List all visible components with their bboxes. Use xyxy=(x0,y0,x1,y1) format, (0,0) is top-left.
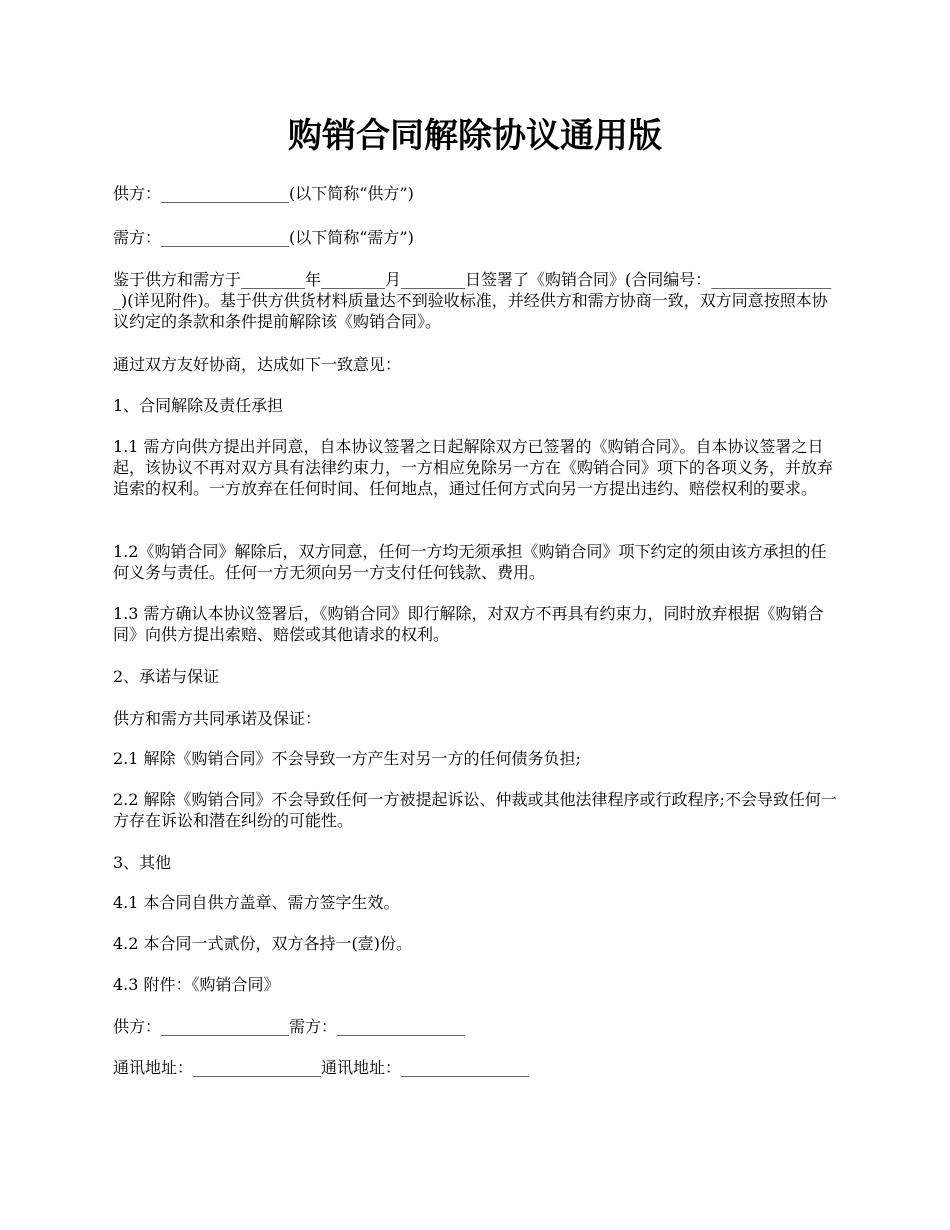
clause-4-3: 4.3 附件：《购销合同》 xyxy=(113,975,280,994)
supplier-line: 供方：________________(以下简称“供方”) xyxy=(113,184,414,203)
signature-line: 供方：________________需方：________________ xyxy=(113,1017,466,1036)
section-heading-1: 1、合同解除及责任承担 xyxy=(113,396,284,415)
clause-1-1: 1.1 需方向供方提出并同意，自本协议签署之日起解除双方已签署的《购销合同》。自本协议签署之日起，该协议不再对双方具有法律约束力，一方相应免除另一方在《购销合同》项下的各项义务，并放弃追索的权利。一方放弃在任何时间、任何地点，通过任何方式向另一方提出违约、赔偿权利的要求。 xyxy=(113,437,834,498)
clause-4-2: 4.2 本合同一式贰份，双方各持一(壹)份。 xyxy=(113,934,413,953)
recital-paragraph: 鉴于供方和需方于________年________月________日签署了《购销合同》(合同编号：________________)(详见附件)。基于供方供货材料质量达不到验收标准，并经供方和需方协商一致，双方同意按照本协议约定的条款和条件提前解除该《购销合同》。 xyxy=(113,270,832,331)
clause-1-3: 1.3 需方确认本协议签署后，《购销合同》即行解除，对双方不再具有约束力，同时放弃根据《购销合同》向供方提出索赔、赔偿或其他请求的权利。 xyxy=(113,604,824,644)
section-heading-3: 3、其他 xyxy=(113,853,172,872)
document-title: 购销合同解除协议通用版 xyxy=(288,116,662,156)
clause-2-1: 2.1 解除《购销合同》不会导致一方产生对另一方的任何债务负担; xyxy=(113,749,581,768)
buyer-line: 需方：________________(以下简称“需方”) xyxy=(113,228,414,247)
section-heading-2: 2、承诺与保证 xyxy=(113,667,220,686)
commitment-intro: 供方和需方共同承诺及保证： xyxy=(113,709,322,728)
address-line: 通讯地址：________________通讯地址：________________ xyxy=(113,1058,530,1077)
intro-paragraph: 通过双方友好协商，达成如下一致意见： xyxy=(113,355,402,374)
clause-1-2: 1.2《购销合同》解除后，双方同意，任何一方均无须承担《购销合同》项下约定的须由该方承担的任何义务与责任。任何一方无须向另一方支付任何钱款、费用。 xyxy=(113,542,827,582)
clause-4-1: 4.1 本合同自供方盖章、需方签字生效。 xyxy=(113,893,400,912)
clause-2-2: 2.2 解除《购销合同》不会导致任何一方被提起诉讼、仲裁或其他法律程序或行政程序;不会导致任何一方存在诉讼和潜在纠纷的可能性。 xyxy=(113,790,837,830)
